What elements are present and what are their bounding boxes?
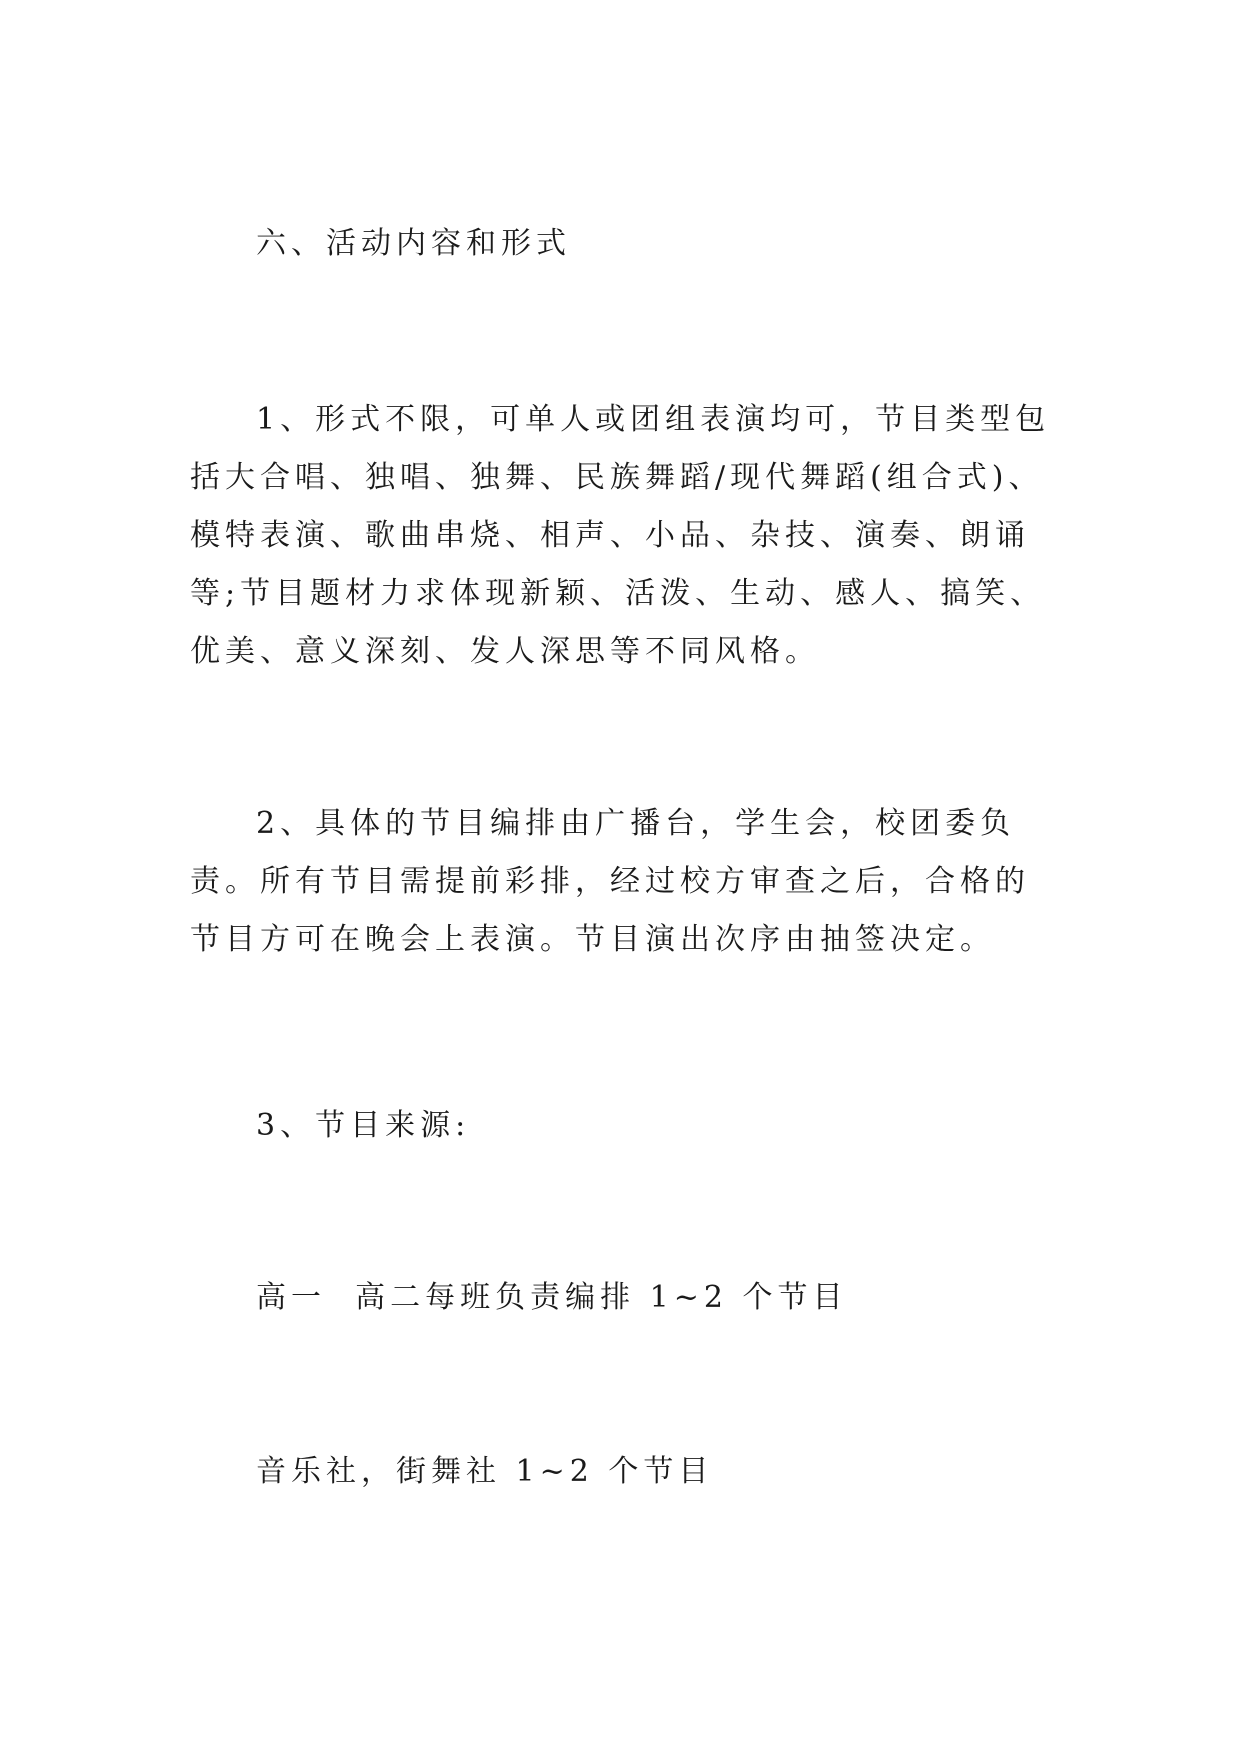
paragraph-program-forms: 1、形式不限，可单人或团组表演均可，节目类型包括大合唱、独唱、独舞、民族舞蹈/现代舞蹈(组合式)、模特表演、歌曲串烧、相声、小品、杂技、演奏、朗诵等;节目题材力求体现新颖、活泼、生动、感人、搞笑、优美、意义深刻、发人深思等不同风格。 <box>190 402 1051 669</box>
paragraph-grade-classes: 高一 高二每班负责编排 1~2 个节目 <box>256 1280 848 1315</box>
section-heading: 六、活动内容和形式 <box>256 226 571 261</box>
paragraph-program-arrangement: 2、具体的节目编排由广播台，学生会，校团委负责。所有节目需提前彩排，经过校方审查之后，合格的节目方可在晚会上表演。节目演出次序由抽签决定。 <box>190 806 1030 957</box>
paragraph-program-source-title: 3、节目来源: <box>256 1108 471 1143</box>
paragraph-clubs: 音乐社，街舞社 1~2 个节目 <box>256 1454 714 1489</box>
